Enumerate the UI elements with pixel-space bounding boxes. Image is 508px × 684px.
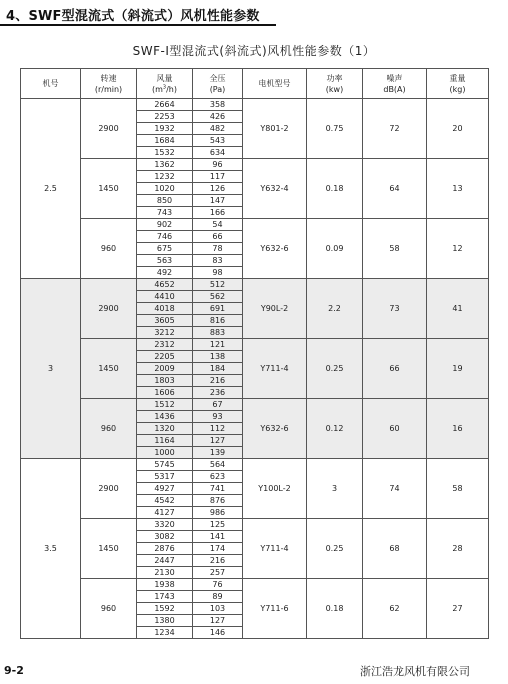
flow-cell: 2447: [137, 555, 193, 567]
table-row: [21, 579, 489, 591]
flow-cell: 4652: [137, 279, 193, 291]
flow-cell: 4542: [137, 495, 193, 507]
weight-cell: 16: [427, 399, 489, 459]
pressure-cell: 141: [193, 531, 243, 543]
speed-cell: 960: [81, 579, 137, 639]
pressure-cell: 127: [193, 435, 243, 447]
flow-cell: 1532: [137, 147, 193, 159]
flow-cell: 2205: [137, 351, 193, 363]
pressure-cell: 83: [193, 255, 243, 267]
power-cell: 0.09: [307, 219, 363, 279]
pressure-cell: 126: [193, 183, 243, 195]
flow-cell: 2009: [137, 363, 193, 375]
pressure-cell: 623: [193, 471, 243, 483]
weight-cell: 41: [427, 279, 489, 339]
flow-cell: 2253: [137, 111, 193, 123]
flow-cell: 2312: [137, 339, 193, 351]
flow-cell: 902: [137, 219, 193, 231]
flow-cell: 1803: [137, 375, 193, 387]
weight-cell: 20: [427, 99, 489, 159]
pressure-cell: 876: [193, 495, 243, 507]
flow-cell: 2130: [137, 567, 193, 579]
pressure-cell: 93: [193, 411, 243, 423]
noise-cell: 66: [363, 339, 427, 399]
pressure-cell: 96: [193, 159, 243, 171]
flow-cell: 743: [137, 207, 193, 219]
noise-cell: 68: [363, 519, 427, 579]
speed-cell: 960: [81, 399, 137, 459]
flow-cell: 5745: [137, 459, 193, 471]
pressure-cell: 482: [193, 123, 243, 135]
performance-table: [20, 68, 489, 639]
header-noise: 噪声 dB(A): [363, 69, 427, 99]
flow-cell: 1000: [137, 447, 193, 459]
speed-cell: 960: [81, 219, 137, 279]
pressure-cell: 216: [193, 555, 243, 567]
weight-cell: 12: [427, 219, 489, 279]
pressure-cell: 257: [193, 567, 243, 579]
flow-cell: 1232: [137, 171, 193, 183]
motor-cell: Y711-6: [243, 579, 307, 639]
pressure-cell: 883: [193, 327, 243, 339]
flow-cell: 2876: [137, 543, 193, 555]
table-row: [21, 339, 489, 351]
speed-cell: 1450: [81, 519, 137, 579]
pressure-cell: 986: [193, 507, 243, 519]
motor-cell: Y100L-2: [243, 459, 307, 519]
flow-cell: 3320: [137, 519, 193, 531]
noise-cell: 64: [363, 159, 427, 219]
motor-cell: Y711-4: [243, 339, 307, 399]
pressure-cell: 54: [193, 219, 243, 231]
motor-cell: Y632-6: [243, 219, 307, 279]
pressure-cell: 358: [193, 99, 243, 111]
table-header-row: [21, 69, 489, 99]
pressure-cell: 89: [193, 591, 243, 603]
pressure-cell: 236: [193, 387, 243, 399]
pressure-cell: 138: [193, 351, 243, 363]
power-cell: 0.18: [307, 159, 363, 219]
flow-cell: 1592: [137, 603, 193, 615]
pressure-cell: 67: [193, 399, 243, 411]
pressure-cell: 691: [193, 303, 243, 315]
pressure-cell: 146: [193, 627, 243, 639]
table-row: [21, 459, 489, 471]
table-title: SWF-Ⅰ型混流式(斜流式)风机性能参数（1）: [132, 44, 376, 58]
flow-cell: 746: [137, 231, 193, 243]
motor-cell: Y801-2: [243, 99, 307, 159]
pressure-cell: 816: [193, 315, 243, 327]
flow-cell: 1436: [137, 411, 193, 423]
pressure-cell: 174: [193, 543, 243, 555]
flow-cell: 4018: [137, 303, 193, 315]
speed-cell: 1450: [81, 339, 137, 399]
noise-cell: 58: [363, 219, 427, 279]
flow-cell: 1320: [137, 423, 193, 435]
table-row: [21, 219, 489, 231]
table-row: [21, 159, 489, 171]
noise-cell: 60: [363, 399, 427, 459]
model-no-cell: 3.5: [21, 459, 81, 639]
speed-cell: 2900: [81, 99, 137, 159]
flow-cell: 675: [137, 243, 193, 255]
flow-cell: 1234: [137, 627, 193, 639]
pressure-cell: 139: [193, 447, 243, 459]
model-no-cell: 2.5: [21, 99, 81, 279]
motor-cell: Y711-4: [243, 519, 307, 579]
flow-cell: 3605: [137, 315, 193, 327]
pressure-cell: 117: [193, 171, 243, 183]
flow-cell: 1606: [137, 387, 193, 399]
pressure-cell: 98: [193, 267, 243, 279]
noise-cell: 62: [363, 579, 427, 639]
header-weight: 重量 (kg): [427, 69, 489, 99]
weight-cell: 19: [427, 339, 489, 399]
power-cell: 0.12: [307, 399, 363, 459]
header-power: 功率 (kw): [307, 69, 363, 99]
pressure-cell: 78: [193, 243, 243, 255]
motor-cell: Y90L-2: [243, 279, 307, 339]
pressure-cell: 543: [193, 135, 243, 147]
pressure-cell: 184: [193, 363, 243, 375]
flow-cell: 1020: [137, 183, 193, 195]
header-pressure: 全压 (Pa): [193, 69, 243, 99]
header-motor: 电机型号: [243, 69, 307, 99]
pressure-cell: 634: [193, 147, 243, 159]
header-model-no: 机号: [21, 69, 81, 99]
flow-cell: 850: [137, 195, 193, 207]
table-row: [21, 99, 489, 111]
flow-cell: 3082: [137, 531, 193, 543]
noise-cell: 73: [363, 279, 427, 339]
flow-cell: 1512: [137, 399, 193, 411]
motor-cell: Y632-6: [243, 399, 307, 459]
flow-cell: 4927: [137, 483, 193, 495]
model-no-cell: 3: [21, 279, 81, 459]
power-cell: 3: [307, 459, 363, 519]
power-cell: 0.25: [307, 339, 363, 399]
flow-cell: 563: [137, 255, 193, 267]
pressure-cell: 121: [193, 339, 243, 351]
table-row: [21, 519, 489, 531]
pressure-cell: 564: [193, 459, 243, 471]
pressure-cell: 103: [193, 603, 243, 615]
pressure-cell: 147: [193, 195, 243, 207]
header-speed: 转速 (r/min): [81, 69, 137, 99]
flow-cell: 1932: [137, 123, 193, 135]
page-number: 9-2: [4, 664, 24, 677]
company-name: 浙江浩龙风机有限公司: [360, 665, 470, 678]
power-cell: 0.75: [307, 99, 363, 159]
pressure-cell: 216: [193, 375, 243, 387]
pressure-cell: 512: [193, 279, 243, 291]
motor-cell: Y632-4: [243, 159, 307, 219]
pressure-cell: 66: [193, 231, 243, 243]
pressure-cell: 125: [193, 519, 243, 531]
speed-cell: 2900: [81, 279, 137, 339]
pressure-cell: 76: [193, 579, 243, 591]
flow-cell: 1743: [137, 591, 193, 603]
flow-cell: 1380: [137, 615, 193, 627]
pressure-cell: 426: [193, 111, 243, 123]
pressure-cell: 112: [193, 423, 243, 435]
pressure-cell: 127: [193, 615, 243, 627]
pressure-cell: 741: [193, 483, 243, 495]
table-row: [21, 279, 489, 291]
weight-cell: 13: [427, 159, 489, 219]
pressure-cell: 562: [193, 291, 243, 303]
weight-cell: 28: [427, 519, 489, 579]
flow-cell: 492: [137, 267, 193, 279]
noise-cell: 72: [363, 99, 427, 159]
speed-cell: 1450: [81, 159, 137, 219]
pressure-cell: 166: [193, 207, 243, 219]
header-flow: 风量 $(m^3/h)$: [137, 69, 193, 99]
heading-underline: [0, 24, 276, 26]
table-row: [21, 399, 489, 411]
flow-cell: 5317: [137, 471, 193, 483]
flow-cell: 1938: [137, 579, 193, 591]
flow-cell: 1362: [137, 159, 193, 171]
power-cell: 0.25: [307, 519, 363, 579]
weight-cell: 27: [427, 579, 489, 639]
noise-cell: 74: [363, 459, 427, 519]
speed-cell: 2900: [81, 459, 137, 519]
flow-cell: 4127: [137, 507, 193, 519]
flow-cell: 1164: [137, 435, 193, 447]
power-cell: 2.2: [307, 279, 363, 339]
power-cell: 0.18: [307, 579, 363, 639]
performance-table-container: [20, 68, 488, 639]
weight-cell: 58: [427, 459, 489, 519]
section-heading: 4、SWF型混流式（斜流式）风机性能参数: [6, 9, 260, 24]
flow-cell: 4410: [137, 291, 193, 303]
flow-cell: 1684: [137, 135, 193, 147]
flow-cell: 3212: [137, 327, 193, 339]
flow-cell: 2664: [137, 99, 193, 111]
